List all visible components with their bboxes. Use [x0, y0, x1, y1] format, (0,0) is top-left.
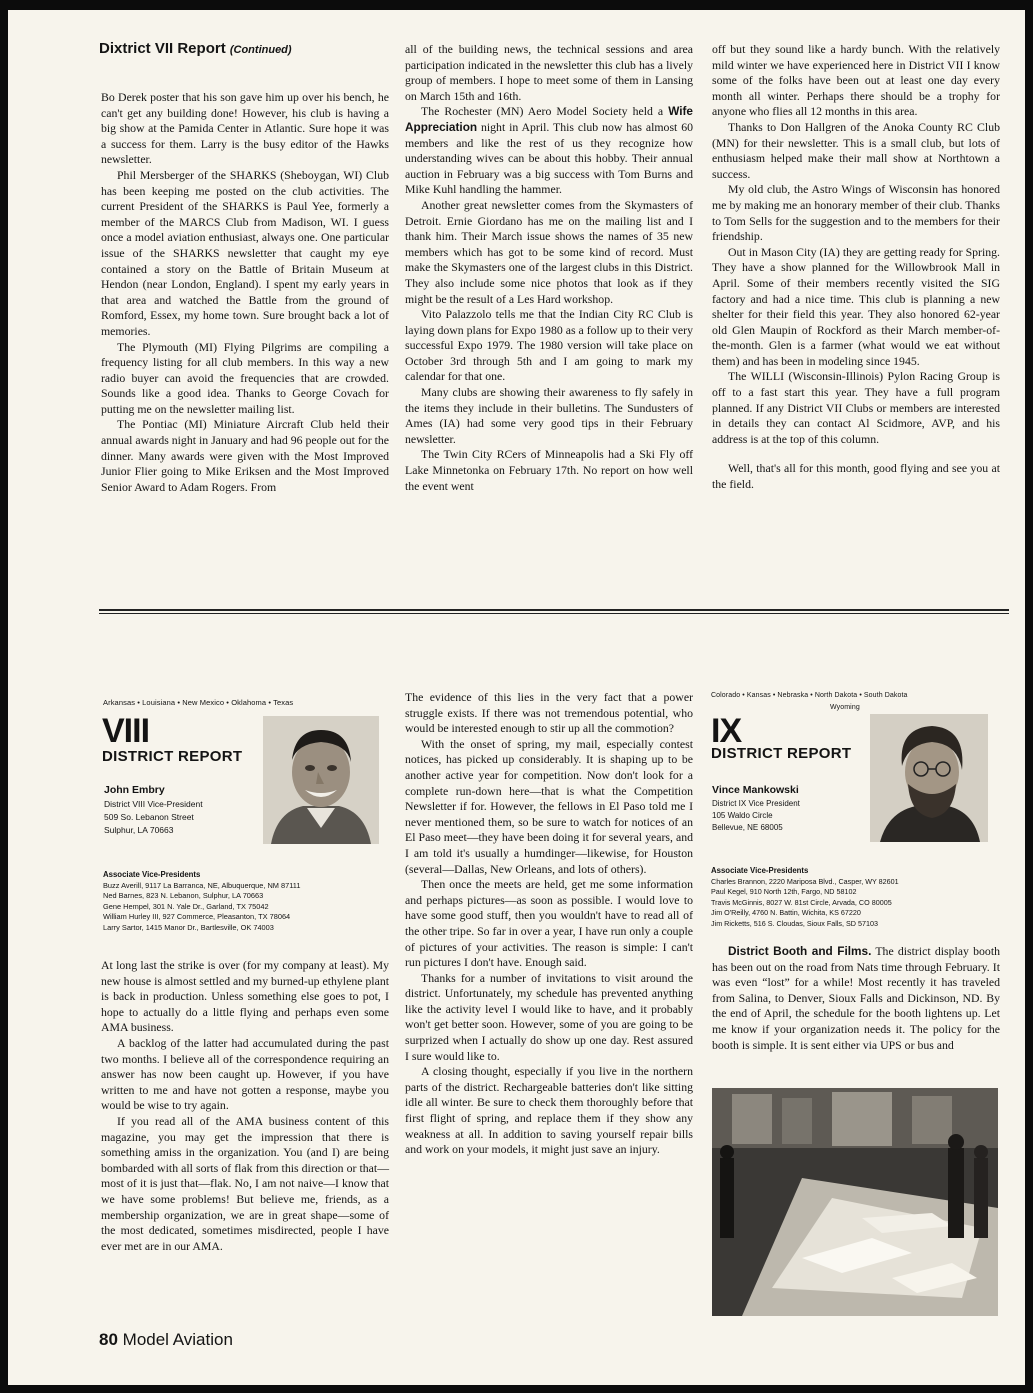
john-embry-portrait — [263, 716, 379, 844]
section-divider — [99, 613, 1009, 614]
vp-city: Bellevue, NE 68005 — [712, 823, 783, 832]
viii-column-2 — [405, 690, 693, 1158]
page-footer — [99, 1330, 233, 1350]
vp-name: John Embry — [104, 784, 165, 796]
assoc-heading: Associate Vice-Presidents — [103, 870, 201, 879]
vii-col2-para — [405, 104, 693, 198]
vii-column-1 — [101, 90, 389, 495]
assoc-entry: William Hurley III, 927 Commerce, Pleasanton, TX 78064 — [103, 912, 291, 922]
district-viii-vp — [104, 782, 203, 837]
vii-col2-para: Many clubs are showing their awareness to fly safely in the items they include in their bulletins. The Sundusters of Ames (IA) had some very good tips in their February newsletter. — [405, 385, 693, 446]
vii-col1-para: Bo Derek poster that his son gave him up over his bench, he can't get any building done! However, his club is having a big show at the Pamida Center in Atlantic. Sure hope it was a success for them. Larry is the busy editor of the Hawks newsletter. — [101, 90, 389, 167]
district-ix-number: IX — [711, 712, 742, 750]
assoc-heading: Associate Vice-Presidents — [711, 866, 809, 875]
assoc-entry: Larry Sartor, 1415 Manor Dr., Bartlesville, OK 74003 — [103, 922, 274, 932]
continued-label: (Continued) — [229, 44, 292, 56]
assoc-entry: Ned Barnes, 823 N. Lebanon, Sulphur, LA 70663 — [103, 891, 264, 901]
vii-col2-para: Vito Palazzolo tells me that the Indian City RC Club is laying down plans for Expo 1980 as a follow up to their very successful Expo 1979. The 1980 version will take place on October 3rd through 5th and I am going to mark my calendar for that one. — [405, 307, 693, 384]
viii-col2-para: Thanks for a number of invitations to visit around the district. Unfortunately, my schedule has prevented anything like the activity level I would like to have, and it probably won't get better soon. However, some of you are going to be surprized when I actually do show up one day. Rest assured I sure would like to. — [405, 970, 693, 1063]
vp-title: District VIII Vice-President — [104, 799, 203, 809]
district-viii-associates — [103, 870, 300, 934]
viii-col1-para: A backlog of the latter had accumulated during the past two months. I believe all of the correspondence requiring an answer has now been caught up. However, if you have written to me and have not gotten a response, maybe you would be wise to try again. — [101, 1035, 389, 1113]
magazine-page — [8, 10, 1025, 1385]
page-number: 80 — [99, 1330, 118, 1349]
magazine-name: Model Aviation — [122, 1330, 233, 1349]
vii-col3-para: Out in Mason City (IA) they are getting ready for Spring. They have a show planned for the Willowbrook Mall in April. Some of their members recently visited the SIG factory and had a nice time. This club is planning a new shelter for their field this year. They also honored 62-year old Glen Maupin of Rockford as their March member-of-the-month. Glen is a farmer (what would we eat without them) and has been in modeling since 1945. — [712, 244, 1000, 368]
ix-para-text: The district display booth has been out on the road from Nats time through February. It was even “lost” for a while! Most recently it has traveled from Salina, to Denver, Sioux Falls and Dickinson, ND. By the end of April, the schedule for the booth lightens up. Let me know if your organization needs it. The policy for the booth is simple. It is sent either via UPS or bus and — [712, 944, 1000, 1052]
section-divider — [99, 609, 1009, 611]
viii-col1-para: At long last the strike is over (for my company at least). My new house is almost settled and my burned-up ethylene plant is back in production. Unless something else goes to pot, I hope to actually do a little flying and perhaps even some AMA business. — [101, 958, 389, 1035]
district-ix-vp — [712, 782, 800, 834]
assoc-entry: Charles Brannon, 2220 Mariposa Blvd., Casper, WY 82601 — [711, 876, 899, 886]
district-viii-states: Arkansas • Louisiana • New Mexico • Oklahoma • Texas — [103, 698, 294, 707]
assoc-entry: Gene Hempel, 301 N. Yale Dr., Garland, TX 75042 — [103, 901, 269, 911]
viii-column-1 — [101, 958, 389, 1254]
vii-col1-para: The Pontiac (MI) Miniature Aircraft Club held their annual awards night in January and had 96 people out for the dinner. Many awards were given with the Most Improved Junior Flier going to Mike Eriksen and the Most Improved Senior Award to Adam Rogers. From — [101, 417, 389, 494]
viii-col2-para: Then once the meets are held, get me some information and perhaps pictures—as soon as possible. I would love to have some good stuff, then you wouldn't have to read all of the other tripe. So far in over a year, I have run only a couple of pictures of your activities. The reason is simple: I can't run pictures I don't have. Enough said. — [405, 877, 693, 970]
vii-col2-para-end: night in April. This club now has almost 60 members and like the rest of us they recognize how understanding wives can be about this hobby. Their annual auction in February was a big success with Tom Burns and Mike Kuhl handling the hammer. — [405, 119, 693, 197]
assoc-entry: Jim O'Reilly, 4760 N. Battin, Wichita, KS 67220 — [711, 908, 861, 918]
vii-col2-para: Another great newsletter comes from the Skymasters of Detroit. Ernie Giordano has me on the mailing list and I thank him. Their March issue shows the names of 35 new members which has got to be some kind of record. Must make the Skymasters one of the largest clubs in this District. They also include some nice photos that look as if they might be the result of a Les Hard workshop. — [405, 197, 693, 306]
vii-col3-para: My old club, the Astro Wings of Wisconsin has honored me by making me an honorary member of their club. Thanks to Tom Sells for the suggestion and to the members for their friendship. — [712, 182, 1000, 244]
booth-display-photo — [712, 1088, 998, 1316]
vii-column-3 — [712, 42, 1000, 493]
vii-col1-para: The Plymouth (MI) Flying Pilgrims are compiling a frequency listing for all club members. In this way a new radio buyer can avoid the frequencies that are crowded. Sounds like a good idea. Thanks to George Covach for putting me on the newsletter mailing list. — [101, 339, 389, 416]
vince-mankowski-portrait — [870, 714, 988, 842]
district-vii-heading-text: Dixtrict VII Report — [99, 40, 226, 57]
vp-title: District IX Vice President — [712, 799, 800, 808]
district-viii-number: VIII — [102, 712, 150, 750]
vii-col3-para: off but they sound like a hardy bunch. With the relatively mild winter we have experienced here in District VII I know some of the folks have been out at least one day every month all winter. Perhaps there should be a trophy for anyone who flies all 12 months in this area. — [712, 42, 1000, 119]
district-vii-heading — [99, 40, 292, 57]
vii-col1-para: Phil Mersberger of the SHARKS (Sheboygan, WI) Club has been keeping me posted on the club activities. The current President of the SHARKS is Paul Yee, formerly a member of the MARCS Club from Madison, WI. I guess once a model aviation enthusiast, always one. One particular issue of the SHARKS newsletter that caught my eye contained a story on the Battle of Britain Museum at Hendon (near London, England). I spent my early years in that area and watched the Battle from the ground of Romford, Essex, my home town. Sure brought back a lot of memories. — [101, 167, 389, 338]
district-ix-states: Colorado • Kansas • Nebraska • North Dakota • South Dakota — [711, 692, 908, 699]
vii-col2-para: The Twin City RCers of Minneapolis had a Ski Fly off Lake Minnetonka on February 17th. No report on how well the event went — [405, 447, 693, 493]
district-ix-states-2: Wyoming — [830, 704, 860, 711]
viii-col2-para: A closing thought, especially if you live in the northern parts of the district. Rechargeable batteries don't like sitting idle all winter. Be sure to check them thoroughly before that first flight of spring, and replace them if they show any weakness at all. In addition to saving yourself repair bills and work on your models, it might just save an injury. — [405, 1064, 693, 1157]
vp-city: Sulphur, LA 70663 — [104, 825, 174, 835]
district-booth-lead: District Booth and Films. — [728, 944, 872, 958]
assoc-entry: Buzz Averill, 9117 La Barranca, NE, Albuquerque, NM 87111 — [103, 880, 301, 890]
district-viii-title: DISTRICT REPORT — [102, 748, 243, 765]
assoc-entry: Jim Ricketts, 516 S. Cloudas, Sioux Falls, SD 57103 — [711, 918, 878, 928]
viii-col2-para: The evidence of this lies in the very fact that a power struggle exists. If there was not tremendous potential, who would be interested enough to stir up all the commotion? — [405, 690, 693, 736]
assoc-entry: Paul Kegel, 910 North 12th, Fargo, ND 58102 — [711, 887, 857, 897]
district-ix-title: DISTRICT REPORT — [711, 745, 852, 762]
vp-street: 105 Waldo Circle — [712, 811, 773, 820]
vii-col2-para-start: The Rochester (MN) Aero Model Society held a — [421, 104, 669, 119]
assoc-entry: Travis McGinnis, 8027 W. 81st Circle, Arvada, CO 80005 — [711, 897, 892, 907]
vii-col3-para: The WILLI (Wisconsin-Illinois) Pylon Racing Group is off to a fast start this year. They have a full program planned. If any District VII Clubs or members are interested in details they can contact Al Scidmore, AVP, and his address is at the top of this column. — [712, 369, 1000, 446]
vii-column-2 — [405, 42, 693, 494]
viii-col2-para: With the onset of spring, my mail, especially contest notices, has picked up considerably. It is shaping up to be another active year for competition. Now don't look for a complete run-down here—that is what the Competition Newsletter if for. However, the fellows in El Paso told me I never mentioned them, so be sure to watch for notices of an El Paso meet—they have been doing it for several years, and I am told it's usually a humdinger—likewise, for Houston (several—Dallas, New Orleans, and lots of others). — [405, 736, 693, 876]
booth-photo-illustration — [712, 1088, 998, 1316]
vp-name: Vince Mankowski — [712, 784, 799, 796]
portrait-illustration — [263, 716, 379, 844]
ix-para — [712, 944, 1000, 1053]
vp-street: 509 So. Lebanon Street — [104, 812, 194, 822]
wife-appreciation-bold: Wife Appreciation — [405, 104, 693, 134]
portrait-illustration — [870, 714, 988, 842]
vii-col3-para: Thanks to Don Hallgren of the Anoka County RC Club (MN) for their newsletter. This is a small club, but lots of enthusiasm helped make their mall show at Northtown a success. — [712, 119, 1000, 181]
vii-col3-para: Well, that's all for this month, good flying and see you at the field. — [712, 461, 1000, 492]
ix-column — [712, 944, 1000, 1053]
viii-col1-para: If you read all of the AMA business content of this magazine, you may get the impression that there is something amiss in the organization. You (and I) are being bombarded with all sorts of flak from this direction or that—most of it is just that—flak. No, I am not naive—I know that we have some problems! But believe me, friends, as a membership organization, we are in great shape—some of the most dedicated, sometimes misdirected, people I have ever met are in our AMA. — [101, 1113, 389, 1253]
vii-col2-para: all of the building news, the technical sessions and area participation indicated in the newsletter this club has a lively group of members. I hope to meet some of them in Lansing on March 15th and 16th. — [405, 42, 693, 103]
district-ix-associates — [711, 866, 899, 930]
